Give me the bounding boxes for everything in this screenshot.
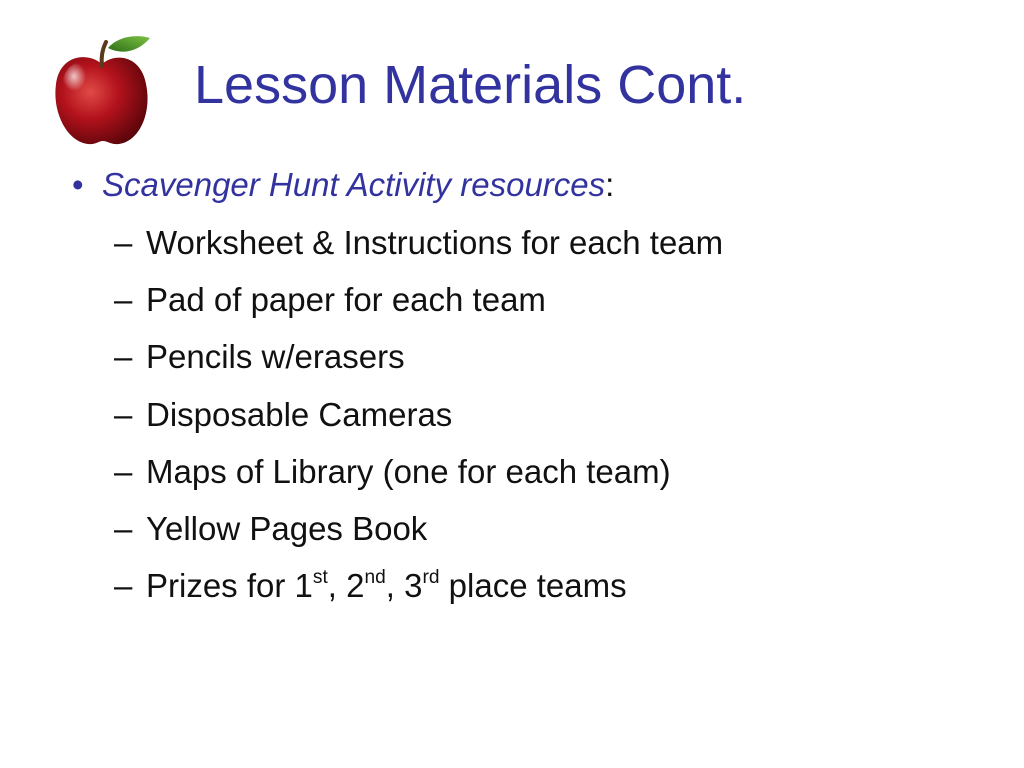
list-item-text: Disposable Cameras: [146, 395, 453, 433]
list-item-prizes: [114, 567, 723, 624]
prizes-sup-first: st: [312, 567, 328, 589]
dash-marker: –: [114, 338, 133, 376]
list-item-text: Pad of paper for each team: [146, 281, 546, 319]
list-item: [114, 338, 723, 395]
materials-list: [114, 224, 723, 624]
prizes-suffix: place teams: [439, 567, 627, 605]
bullet-suffix: :: [605, 166, 615, 203]
dash-marker: –: [114, 281, 133, 319]
list-item: [114, 510, 723, 567]
list-item-text: Pencils w/erasers: [146, 338, 405, 376]
dash-marker: –: [114, 509, 133, 547]
bullet-marker: •: [72, 166, 84, 203]
list-item-text: Maps of Library (one for each team): [146, 452, 671, 490]
main-bullet: [72, 166, 614, 204]
prizes-sup-second: nd: [364, 567, 386, 589]
prizes-prefix: Prizes for 1: [146, 567, 313, 605]
prizes-mid-second: , 3: [385, 567, 423, 605]
dash-marker: –: [114, 567, 133, 605]
list-item: [114, 396, 723, 453]
bullet-italic-text: Scavenger Hunt Activity resources: [102, 166, 606, 203]
dash-marker: –: [114, 224, 133, 261]
prizes-mid-first: , 2: [327, 567, 365, 605]
list-item: [114, 453, 723, 510]
apple-icon: [48, 34, 158, 150]
dash-marker: –: [114, 395, 133, 433]
prizes-sup-third: rd: [422, 567, 440, 589]
list-item-text: Yellow Pages Book: [146, 509, 428, 547]
list-item: [114, 224, 723, 281]
slide-title: Lesson Materials Cont.: [194, 55, 747, 115]
list-item-text: Worksheet & Instructions for each team: [146, 224, 724, 261]
list-item: [114, 281, 723, 338]
dash-marker: –: [114, 452, 133, 490]
